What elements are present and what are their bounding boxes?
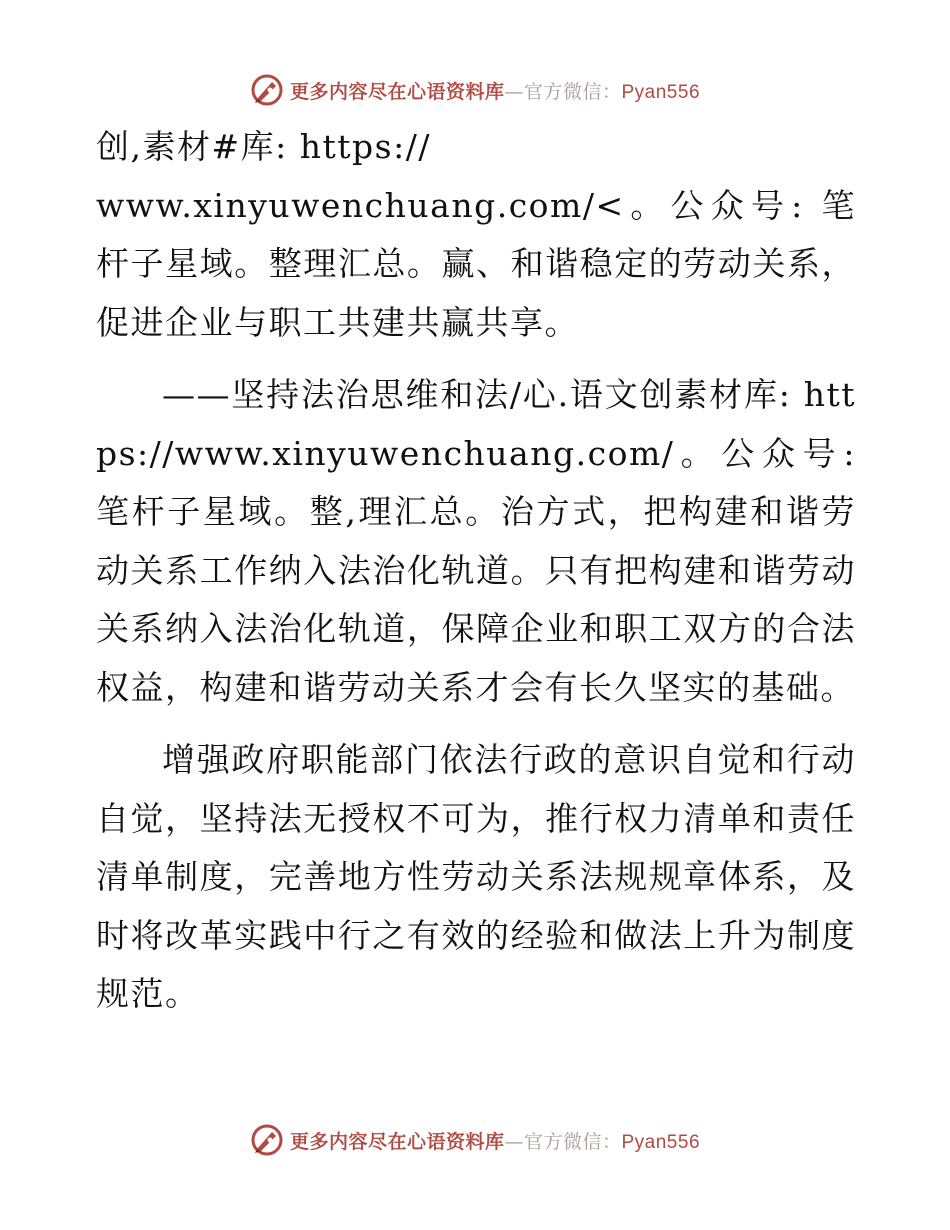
footer-official: 官方微信：	[523, 1130, 622, 1153]
header-banner	[0, 70, 950, 110]
paragraph-3: 增强政府职能部门依法行政的意识自觉和行动自觉，坚持法无授权不可为，推行权力清单和责任清单制度，完善地方性劳动关系法规规章体系，及时将改革实践中行之有效的经验和做法上升为制度规范。	[96, 740, 856, 1013]
header-dash: —	[504, 80, 524, 103]
document-body	[96, 118, 868, 1024]
footer-banner	[0, 1120, 950, 1160]
pen-logo-icon	[250, 1123, 284, 1157]
paragraph-gap	[96, 352, 856, 366]
footer-wechat-id: Pyan556	[621, 1131, 701, 1153]
header-official: 官方微信：	[523, 80, 622, 103]
paragraph-2: ——坚持法治思维和法/心.语文创素材库: https://www.xinyuwenchuang.com/。公众号: 笔杆子星域。整,理汇总。治方式，把构建和谐劳动关系工作纳入法治化轨道。只有把构建和谐劳动关系纳入法治化轨道，保障企业和职工双方的合法权益，构建和谐劳动关系才会有长久坚实的基础。	[96, 375, 868, 707]
paragraph-1-line-2: www.xinyuwenchuang.com/<。公众号: 笔杆子星域。整理汇总。赢、和谐稳定的劳动关系，促进企业与职工共建共赢共享。	[96, 185, 856, 342]
footer-text	[290, 1127, 700, 1154]
paragraph-1-line-1: 创,素材#库: https://	[96, 127, 431, 166]
header-site: 更多内容尽在心语资料库	[289, 80, 505, 103]
header-text	[290, 77, 700, 104]
footer-dash: —	[504, 1130, 524, 1153]
footer-site: 更多内容尽在心语资料库	[289, 1130, 505, 1153]
pen-logo-icon	[250, 73, 284, 107]
paragraph-1	[96, 118, 856, 352]
header-wechat-id: Pyan556	[621, 81, 701, 103]
paragraph-gap	[96, 717, 856, 731]
